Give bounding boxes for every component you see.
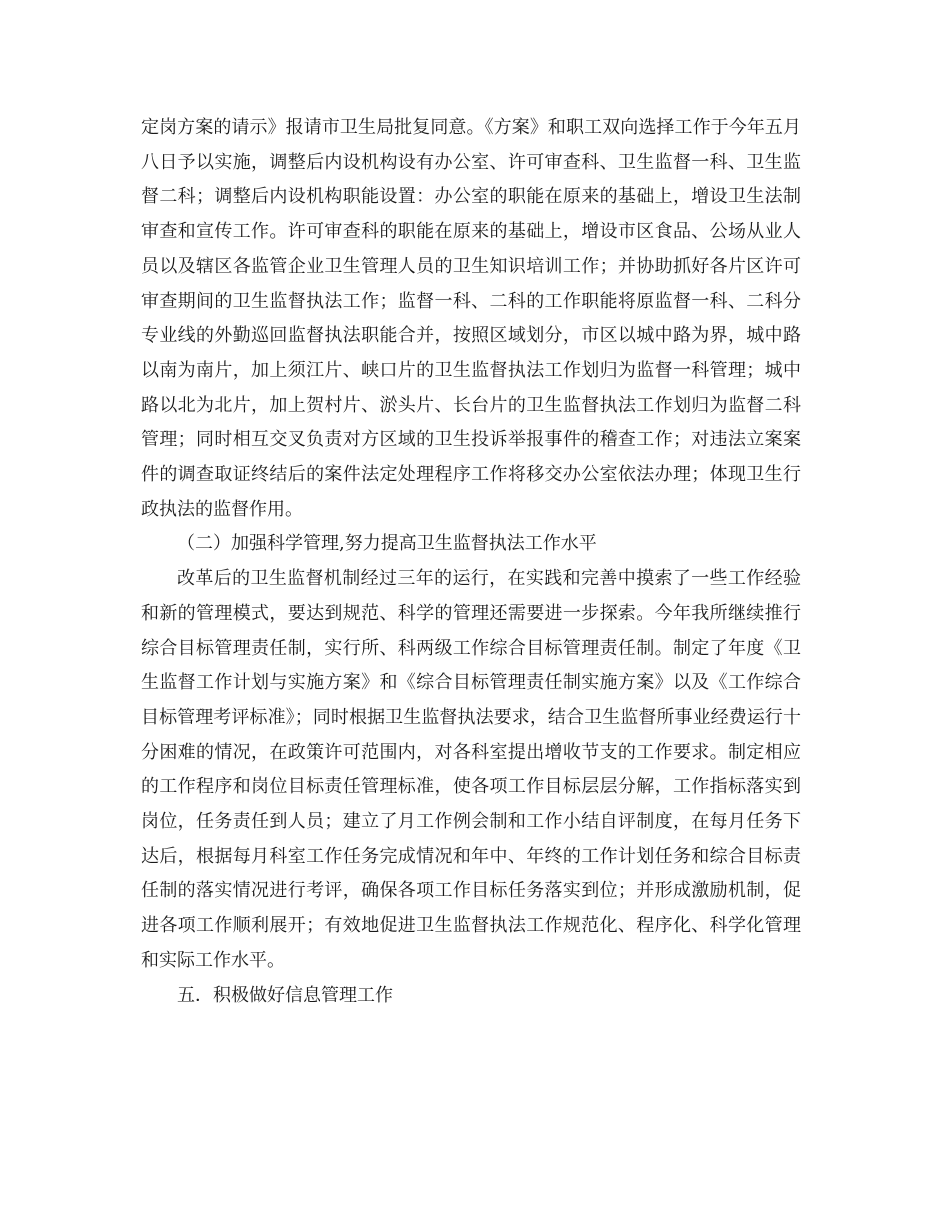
- section-heading-information-management: 五．积极做好信息管理工作: [177, 984, 393, 1006]
- paragraph-continuation: 定岗方案的请示》报请市卫生局批复同意。《方案》和职工双向选择工作于今年五月八日予以实施，调整后内设机构设有办公室、许可审查科、卫生监督一科、卫生监督二科；调整后内设机构职能设置：办公室的职能在原来的基础上，增设卫生法制审查和宣传工作。许可审查科的职能在原来的基础上，增设市区食品、公场从业人员以及辖区各监管企业卫生管理人员的卫生知识培训工作；并协助抓好各片区许可审查期间的卫生监督执法工作；监督一科、二科的工作职能将原监督一科、二科分专业线的外勤巡回监督执法职能合并，按照区域划分，市区以城中路为界，城中路以南为南片，加上须江片、峡口片的卫生监督执法工作划归为监督一科管理；城中路以北为北片，加上贺村片、淤头片、长台片的卫生监督执法工作划归为监督二科管理；同时相互交叉负责对方区域的卫生投诉举报事件的稽查工作；对违法立案案件的调查取证终结后的案件法定处理程序工作将移交办公室依法办理；体现卫生行政执法的监督作用。: [141, 117, 801, 520]
- document-body: [141, 111, 801, 1013]
- subheading-strengthen-management: （二）加强科学管理,努力提高卫生监督执法工作水平: [177, 533, 597, 555]
- paragraph-management-reform: 改革后的卫生监督机制经过三年的运行，在实践和完善中摸索了一些工作经验和新的管理模式，要达到规范、科学的管理还需要进一步探索。今年我所继续推行综合目标管理责任制，实行所、科两级工作综合目标管理责任制。制定了年度《卫生监督工作计划与实施方案》和《综合目标管理责任制实施方案》以及《工作综合目标管理考评标准》；同时根据卫生监督执法要求，结合卫生监督所事业经费运行十分困难的情况，在政策许可范围内，对各科室提出增收节支的工作要求。制定相应的工作程序和岗位目标责任管理标准，使各项工作目标层层分解，工作指标落实到岗位，任务责任到人员；建立了月工作例会制和工作小结自评制度，在每月任务下达后，根据每月科室工作任务完成情况和年中、年终的工作计划任务和综合目标责任制的落实情况进行考评，确保各项工作目标任务落实到位；并形成激励机制，促进各项工作顺利展开；有效地促进卫生监督执法工作规范化、程序化、科学化管理和实际工作水平。: [141, 568, 801, 971]
